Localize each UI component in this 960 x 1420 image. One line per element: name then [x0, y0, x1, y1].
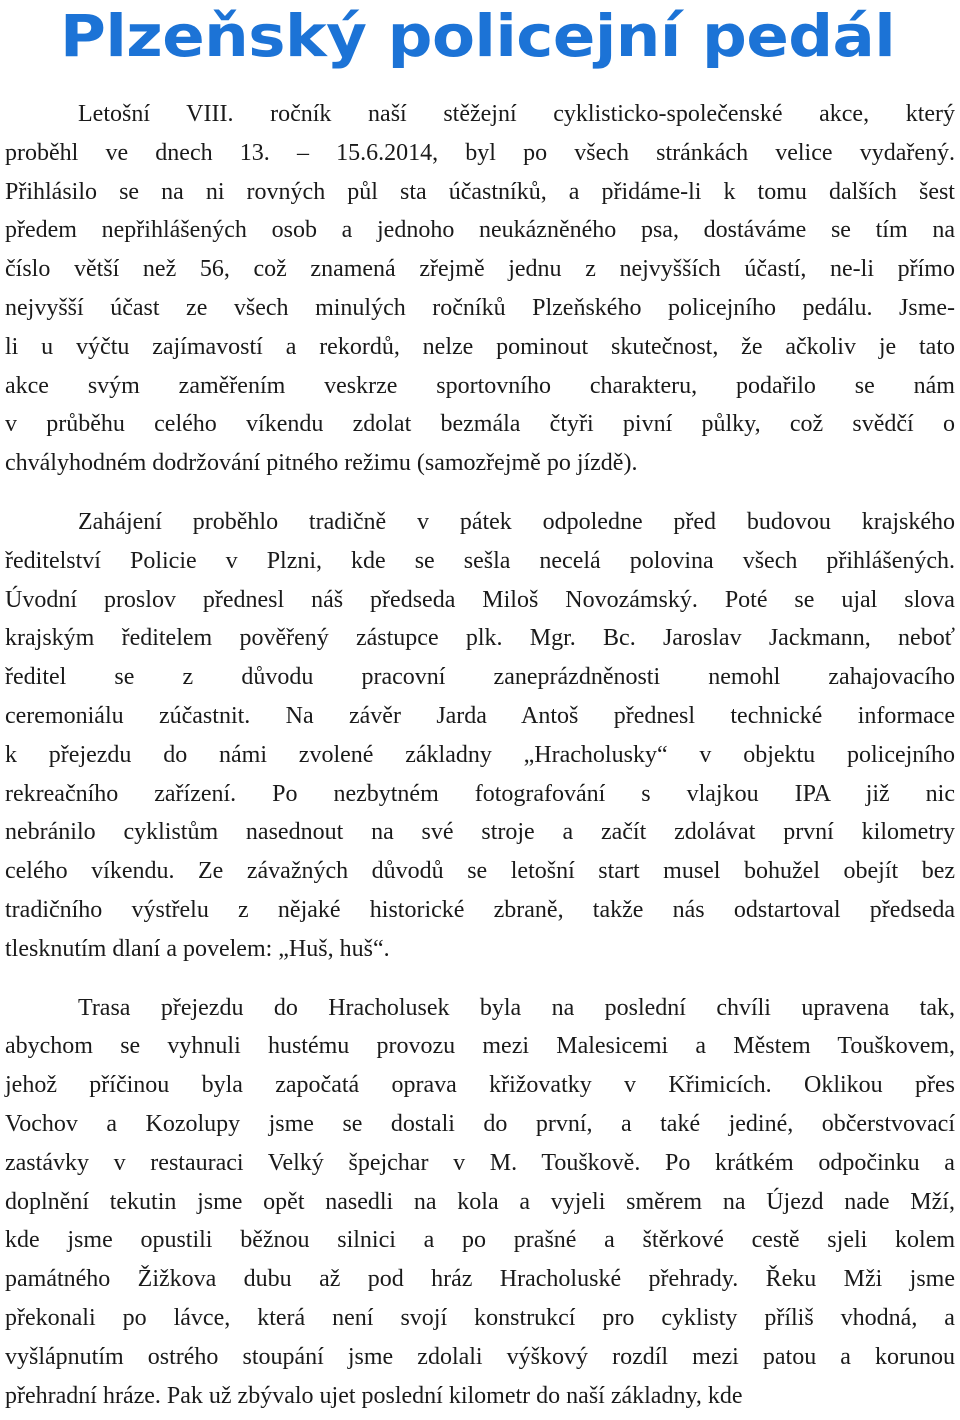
- text-line: tradičního výstřelu z nějaké historické zbraně, takže nás odstartoval předseda: [5, 896, 956, 923]
- text-line: li u výčtu zajímavostí a rekordů, nelze pominout skutečnost, že ačkoliv je tato: [5, 333, 955, 360]
- text-line: krajským ředitelem pověřený zástupce plk. Mgr. Bc. Jaroslav Jackmann, neboť: [5, 625, 955, 652]
- text-line: nejvyšší účast ze všech minulých ročníků Plzeňského policejního pedálu. Jsme-: [5, 294, 956, 321]
- text-line: k přejezdu do námi zvolené základny „Hracholusky“ v objektu policejního: [5, 741, 955, 768]
- article-title: Plzeňský policejní pedál: [60, 2, 896, 70]
- text-line: tlesknutím dlaní a povelem: „Huš, huš“.: [5, 935, 390, 962]
- text-line: vyšlápnutím ostrého stoupání jsme zdolali výškový rozdíl mezi patou a korunou: [5, 1343, 956, 1370]
- text-line: památného Žižkova dubu až pod hráz Hracholuské přehrady. Řeku Mži jsme: [5, 1266, 955, 1293]
- text-line: proběhl ve dnech 13. – 15.6.2014, byl po všech stránkách velice vydařený.: [5, 139, 955, 166]
- text-line: ředitel se z důvodu pracovní zaneprázdněnosti nemohl zahajovacího: [5, 664, 955, 691]
- text-line: Letošní VIII. ročník naší stěžejní cyklisticko-společenské akce, který: [78, 101, 956, 127]
- text-line: doplnění tekutin jsme opět nasedli na kola a vyjeli směrem na Újezd nade Mží,: [5, 1188, 955, 1215]
- text-line: číslo větší než 56, což znamená zřejmě jednu z nejvyšších účastí, ne-li přímo: [5, 256, 955, 283]
- text-line: kde jsme opustili běžnou silnici a po prašné a štěrkové cestě sjeli kolem: [5, 1227, 956, 1254]
- text-line: nebránilo cyklistům nasednout na své stroje a začít zdolávat první kilometry: [5, 819, 955, 846]
- text-line: Úvodní proslov přednesl náš předseda Miloš Novozámský. Poté se ujal slova: [5, 586, 955, 613]
- text-line: zastávky v restauraci Velký špejchar v M. Touškově. Po krátkém odpočinku a: [5, 1149, 955, 1176]
- text-line: přehradní hráze. Pak už zbývalo ujet poslední kilometr do naší základny, kde: [5, 1382, 743, 1409]
- text-line: ředitelství Policie v Plzni, kde se sešla necelá polovina všech přihlášených.: [5, 547, 956, 574]
- text-line: Přihlásilo se na ni rovných půl sta účastníků, a přidáme-li k tomu dalších šest: [5, 178, 955, 205]
- text-line: jehož příčinou byla započatá oprava křižovatky v Křimicích. Oklikou přes: [5, 1072, 955, 1099]
- paragraph-3: [5, 989, 955, 1416]
- text-line: celého víkendu. Ze závažných důvodů se letošní start musel bohužel obejít bez: [5, 858, 956, 885]
- text-line: překonali po lávce, která není svojí konstrukcí pro cyklisty příliš vhodná, a: [5, 1304, 955, 1331]
- text-line: ceremoniálu zúčastnit. Na závěr Jarda Antoš přednesl technické informace: [5, 702, 955, 729]
- paragraph-2: [5, 503, 955, 969]
- text-line: Trasa přejezdu do Hracholusek byla na poslední chvíli upravena tak,: [78, 994, 956, 1021]
- text-line: v průběhu celého víkendu zdolat bezmála čtyři pivní půlky, což svědčí o: [5, 411, 955, 438]
- article-body: [5, 95, 955, 1415]
- text-line: Vochov a Kozolupy jsme se dostali do první, a také jediné, občerstvovací: [5, 1110, 955, 1137]
- paragraph-1: [5, 95, 955, 483]
- text-line: Zahájení proběhlo tradičně v pátek odpoledne před budovou krajského: [78, 508, 956, 535]
- text-line: rekreačního zařízení. Po nezbytném fotografování s vlajkou IPA již nic: [5, 780, 955, 807]
- text-line: chvályhodném dodržování pitného režimu (samozřejmě po jízdě).: [5, 450, 638, 477]
- text-line: abychom se vyhnuli hustému provozu mezi Malesicemi a Městem Touškovem,: [5, 1033, 956, 1060]
- text-line: akce svým zaměřením veskrze sportovního charakteru, podařilo se nám: [5, 372, 955, 399]
- text-line: předem nepřihlášených osob a jednoho neukázněného psa, dostáváme se tím na: [5, 217, 955, 244]
